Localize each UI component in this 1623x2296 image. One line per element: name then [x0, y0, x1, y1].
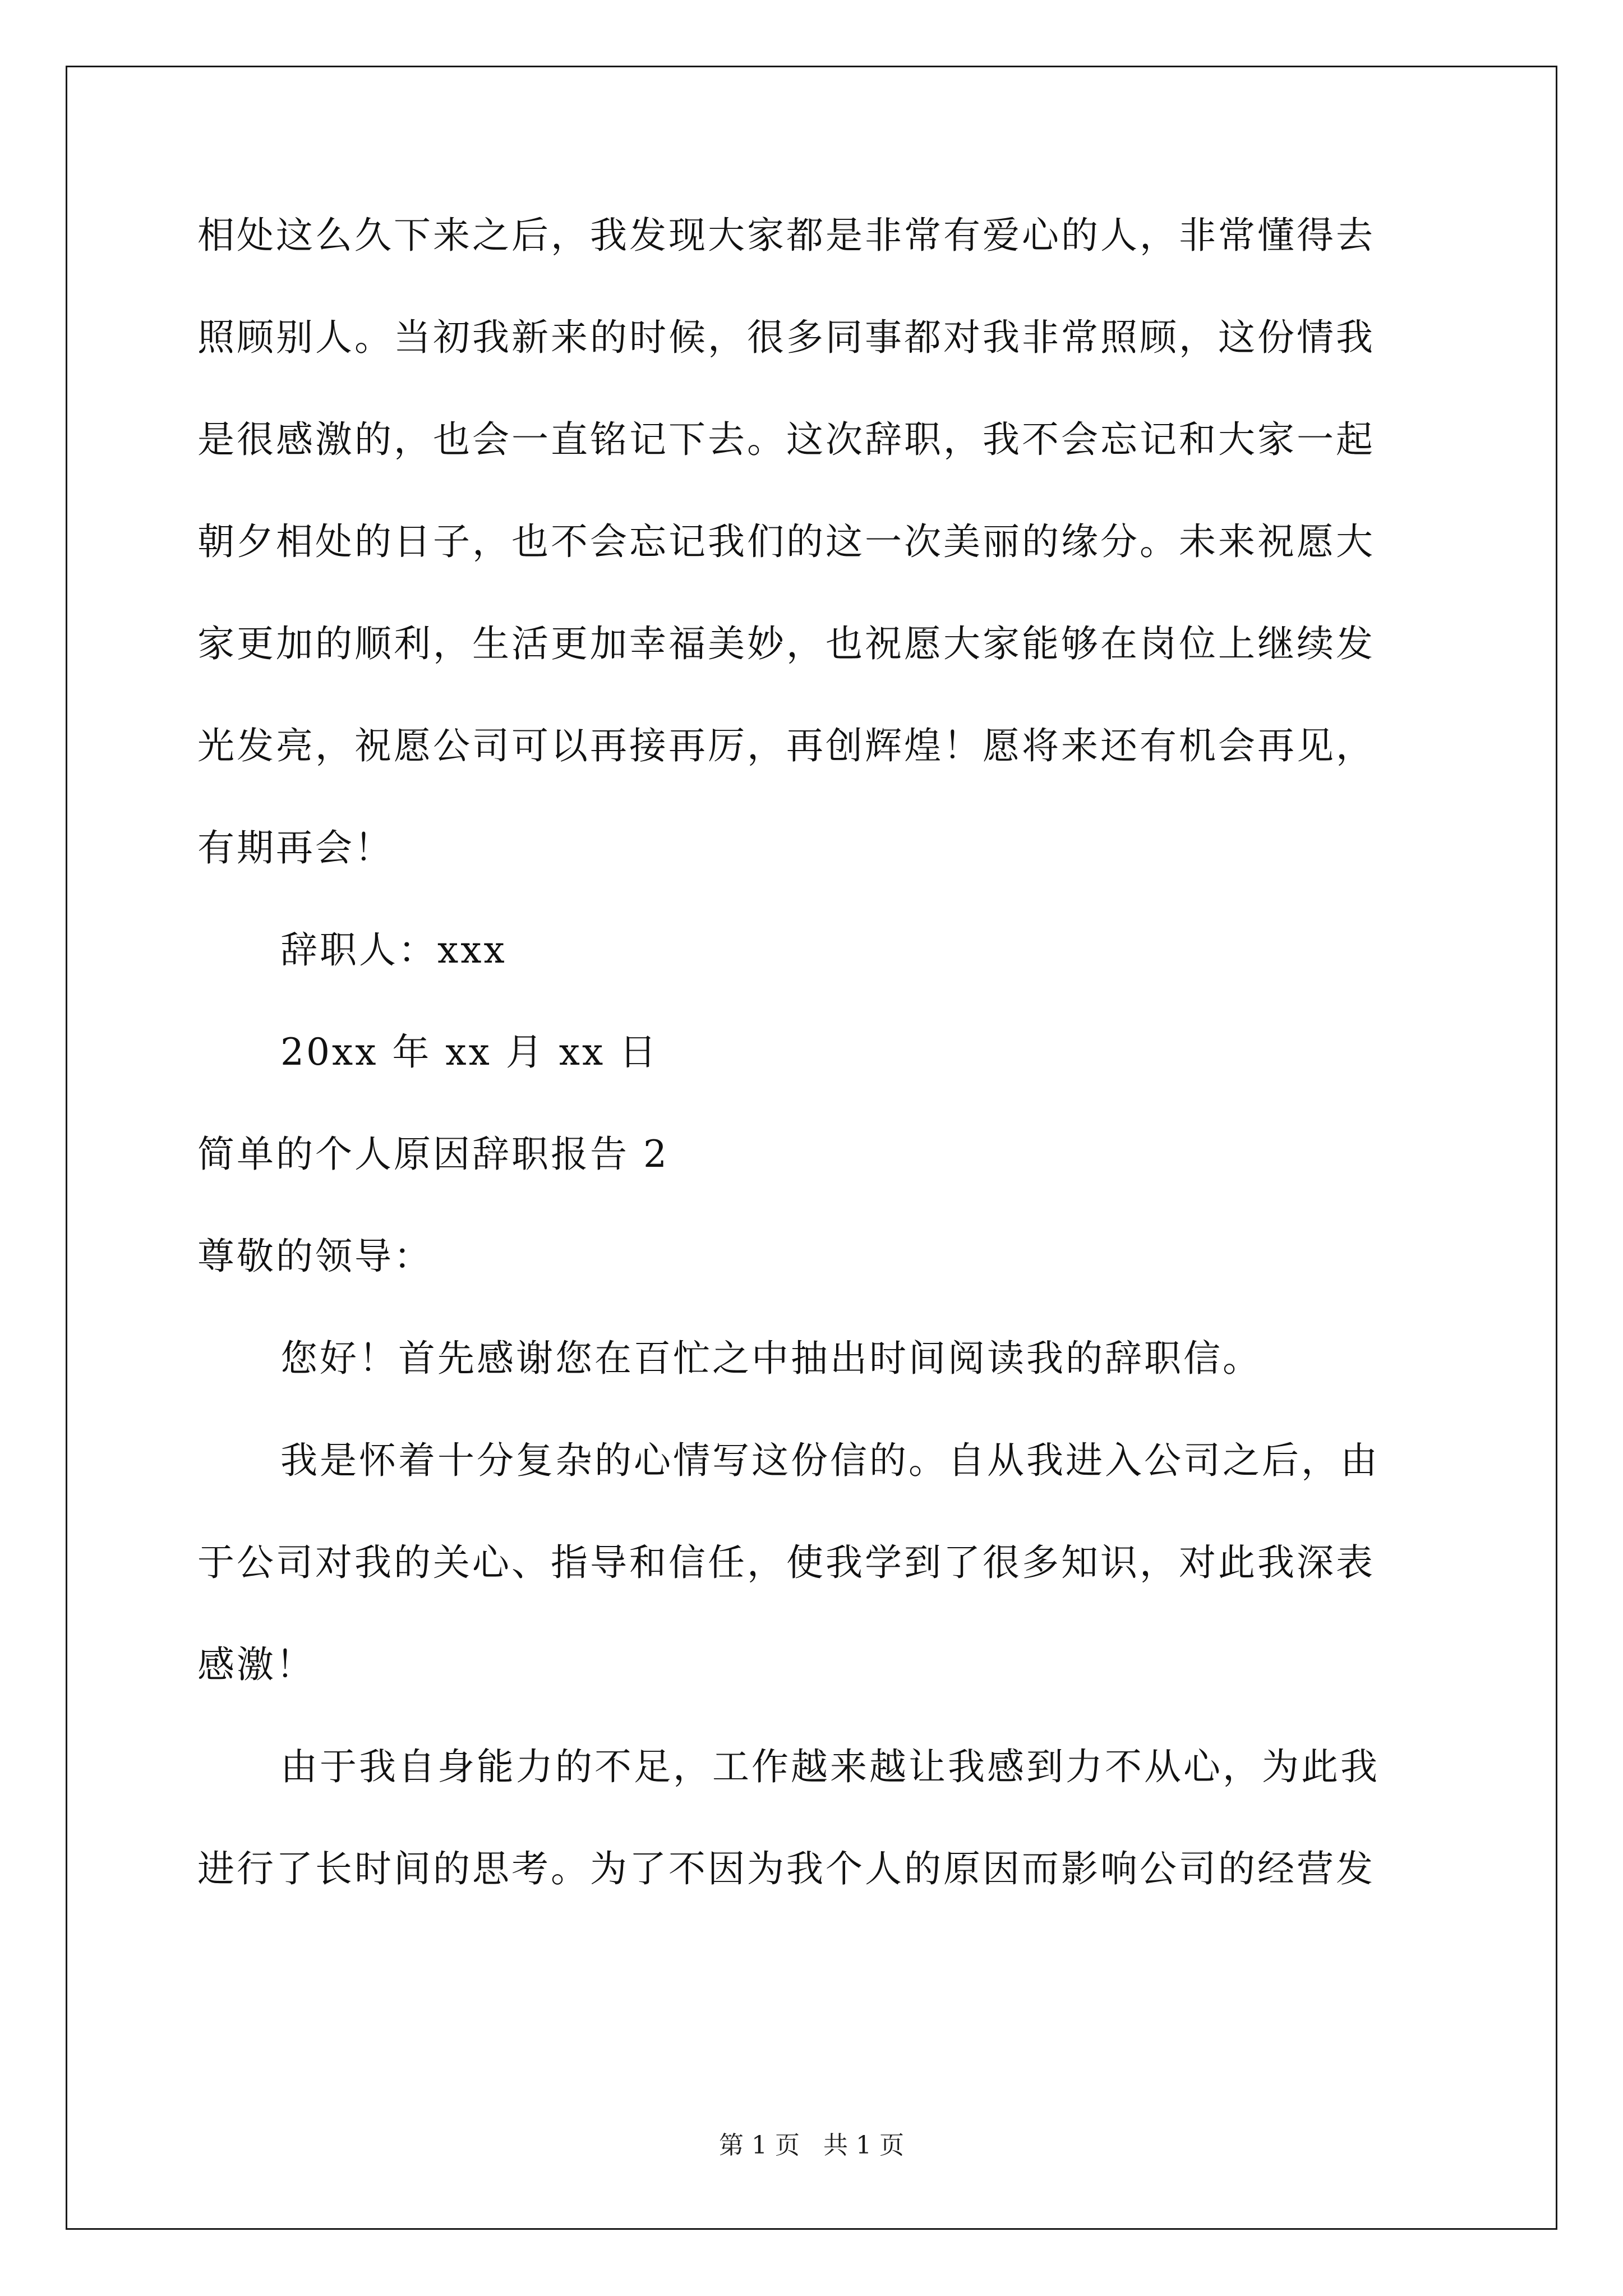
body-line: 您好！首先感谢您在百忙之中抽出时间阅读我的辞职信。 [280, 1337, 1262, 1380]
section-title: 简单的个人原因辞职报告 2 [197, 1133, 669, 1176]
body-line: 光发亮，祝愿公司可以再接再厉，再创辉煌！愿将来还有机会再见， [197, 724, 1375, 767]
body-line: 感激！ [197, 1643, 315, 1686]
body-line: 我是怀着十分复杂的心情写这份信的。自从我进入公司之后，由 [280, 1439, 1380, 1482]
body-line: 有期再会！ [197, 826, 394, 869]
date-line: 20xx 年 xx 月 xx 日 [280, 1030, 659, 1074]
body-line: 是很感激的，也会一直铭记下去。这次辞职，我不会忘记和大家一起 [197, 418, 1375, 461]
signature-line: 辞职人：xxx [280, 928, 507, 972]
body-line: 由于我自身能力的不足，工作越来越让我感到力不从心，为此我 [280, 1745, 1380, 1788]
body-line: 照顾别人。当初我新来的时候，很多同事都对我非常照顾，这份情我 [197, 316, 1375, 359]
body-line: 朝夕相处的日子，也不会忘记我们的这一次美丽的缘分。未来祝愿大 [197, 520, 1375, 563]
body-line: 相处这么久下来之后，我发现大家都是非常有爱心的人，非常懂得去 [197, 214, 1375, 257]
salutation: 尊敬的领导： [197, 1235, 433, 1278]
body-line: 家更加的顺利，生活更加幸福美妙，也祝愿大家能够在岗位上继续发 [197, 622, 1375, 665]
body-line: 于公司对我的关心、指导和信任，使我学到了很多知识，对此我深表 [197, 1541, 1375, 1584]
page-footer: 第 1 页 共 1 页 [719, 2131, 904, 2160]
body-line: 进行了长时间的思考。为了不因为我个人的原因而影响公司的经营发 [197, 1847, 1375, 1890]
